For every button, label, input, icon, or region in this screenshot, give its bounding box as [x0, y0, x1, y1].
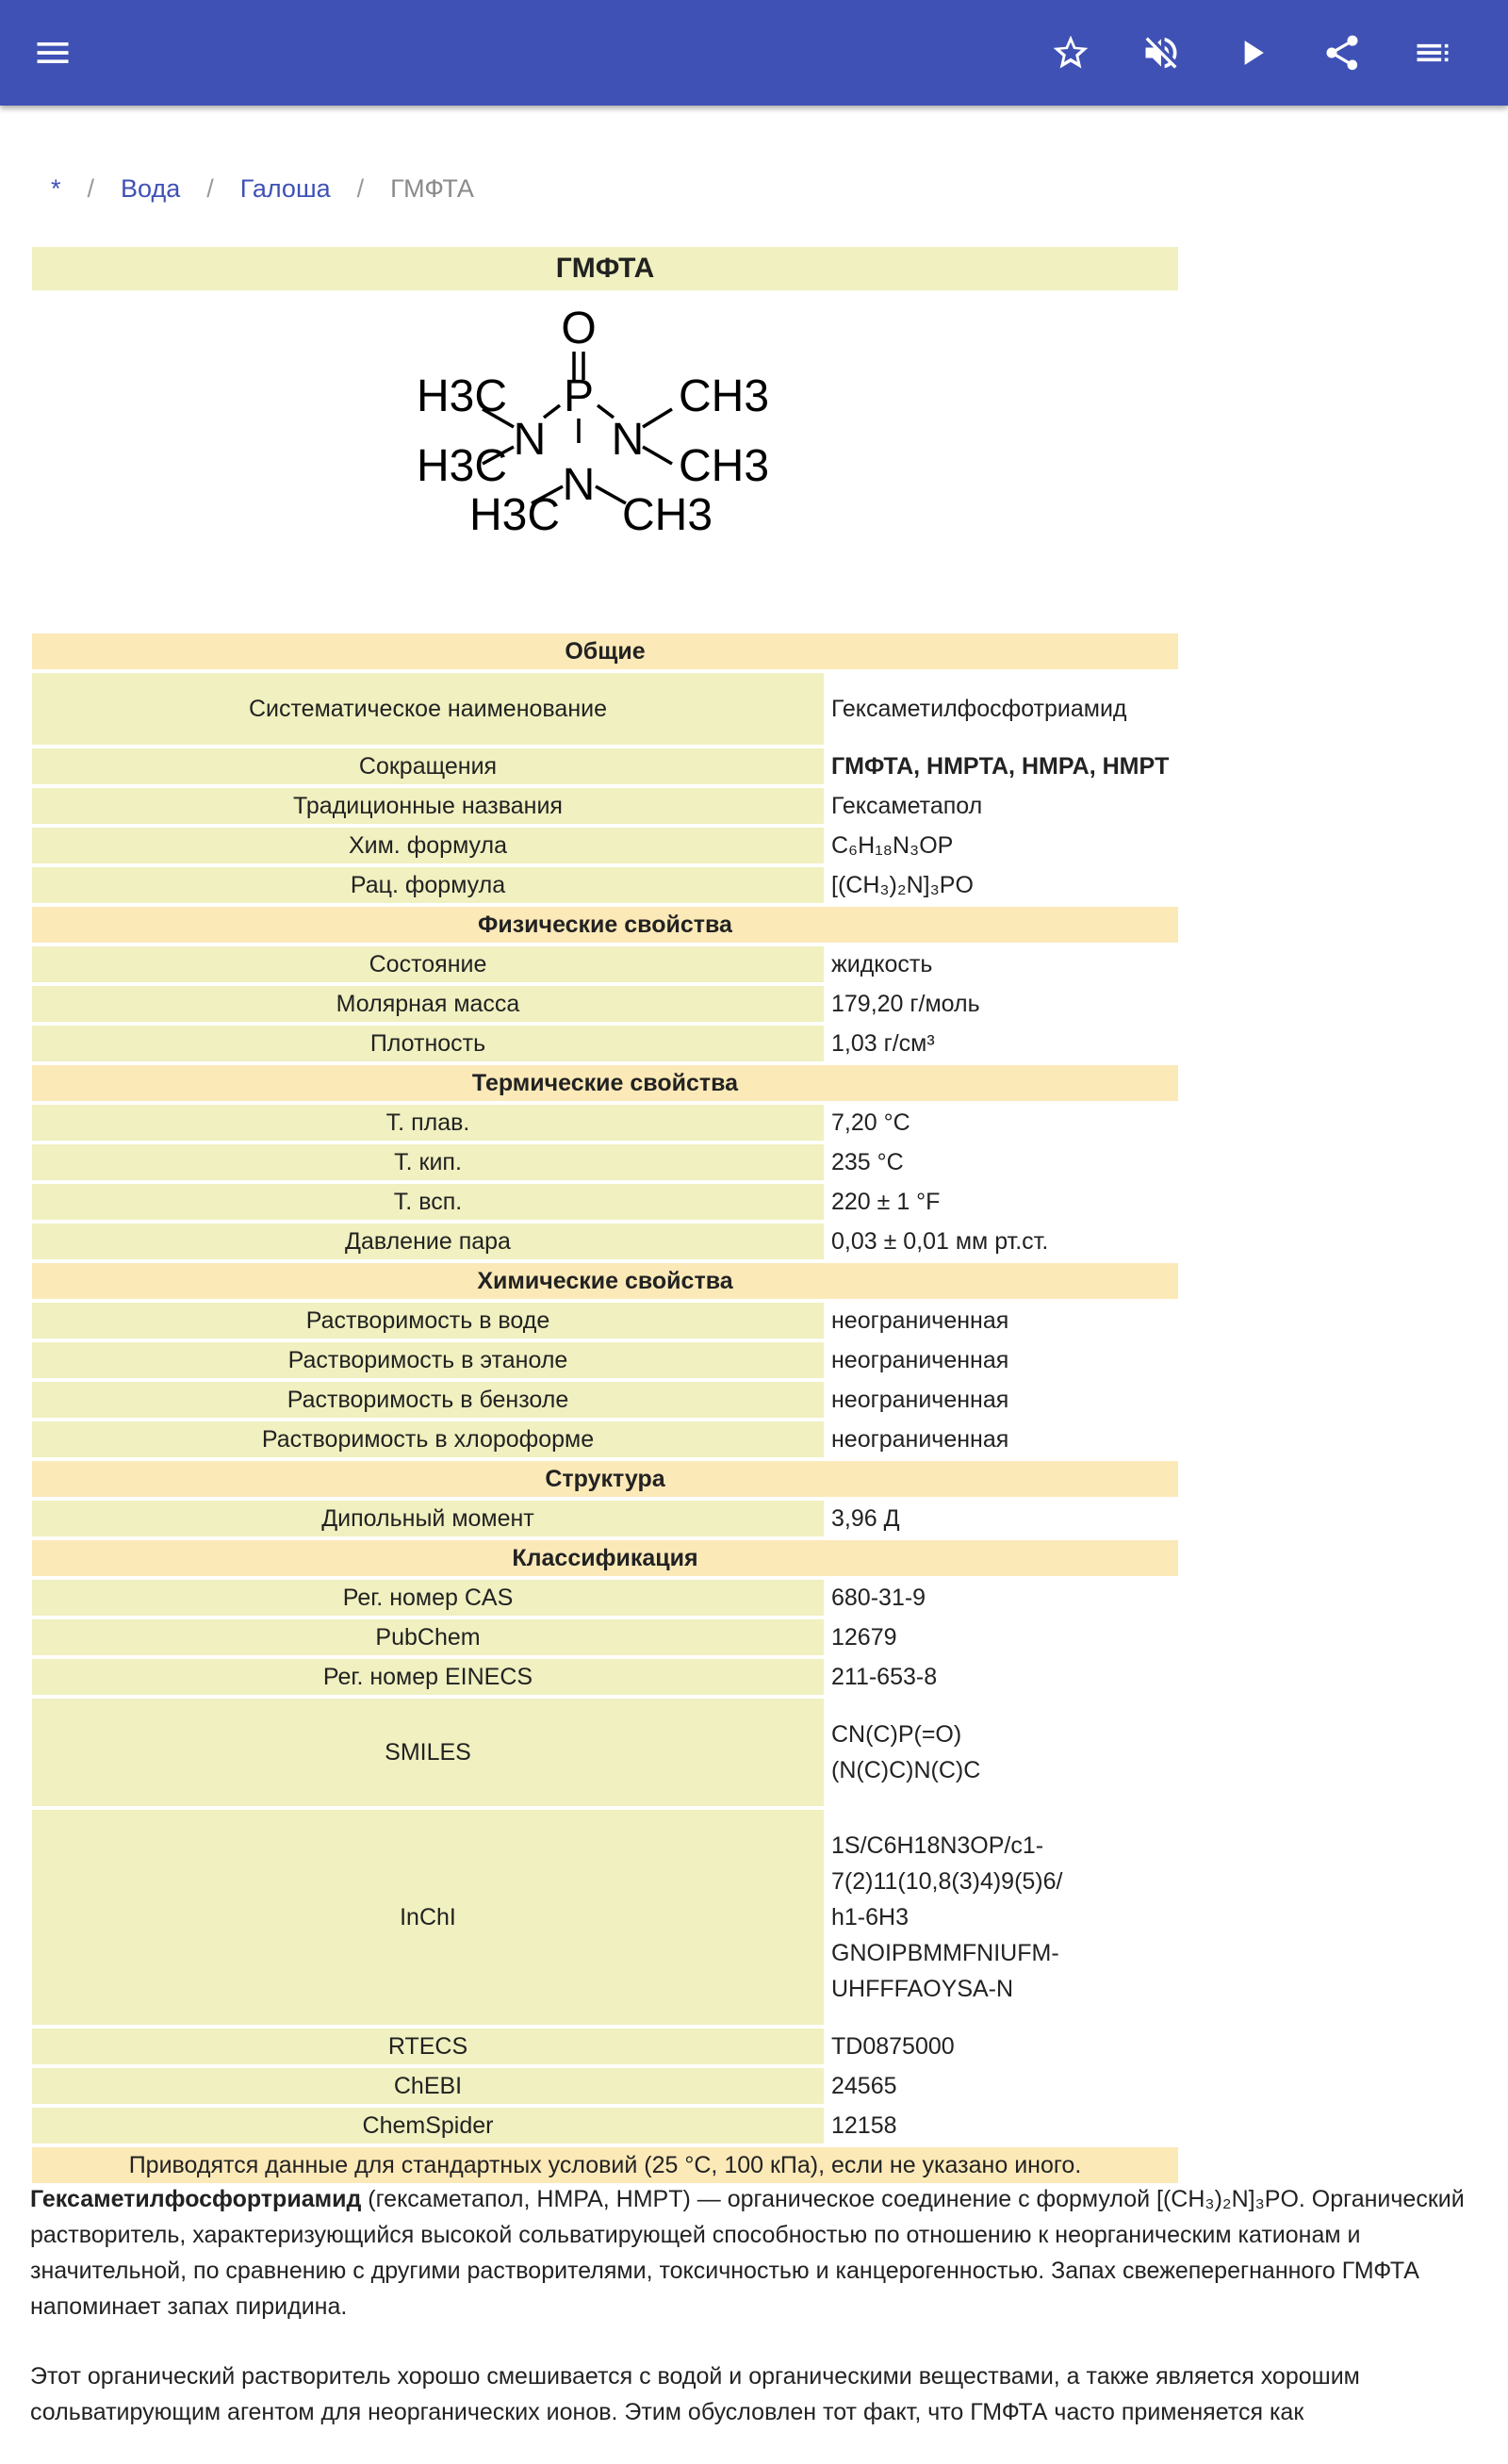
row-value-chebi[interactable]: 24565	[824, 2068, 1178, 2104]
structure-methyl-bottom-left: H3C	[469, 490, 561, 540]
row-label-systematic: Систематическое наименование	[32, 673, 824, 745]
row-label-formula: Хим. формула	[32, 828, 824, 863]
row-value-systematic: Гексаметилфосфотриамид	[824, 673, 1178, 745]
row-value-dipole: 3,96 Д	[824, 1501, 1178, 1536]
row-label-inchi: InChI	[32, 1810, 824, 2025]
smiles-line: (N(C)C)N(C)C	[831, 1757, 981, 1783]
row-value-state: жидкость	[824, 946, 1178, 982]
play-icon[interactable]	[1225, 26, 1278, 79]
row-label-cas: Рег. номер CAS	[32, 1580, 824, 1616]
section-header-physical: Физические свойства	[32, 907, 1178, 943]
row-label-state: Состояние	[32, 946, 824, 982]
row-value-smiles	[824, 1699, 1178, 1806]
breadcrumb	[51, 168, 474, 209]
row-label-chebi: ChEBI	[32, 2068, 824, 2104]
row-value-molar-mass: 179,20 г/моль	[824, 986, 1178, 1022]
star-icon[interactable]	[1044, 26, 1097, 79]
row-value-inchi	[824, 1810, 1178, 2025]
row-value-flash: 220 ± 1 °F	[824, 1184, 1178, 1220]
row-label-vapor-pressure: Давление пара	[32, 1224, 824, 1259]
structure-atom-n-left: N	[513, 415, 547, 465]
infobox-table	[32, 630, 1178, 2187]
row-label-boiling: Т. кип.	[32, 1144, 824, 1180]
infobox	[32, 247, 1178, 2187]
section-header-thermal: Термические свойства	[32, 1065, 1178, 1101]
structure-image[interactable]	[32, 290, 1178, 630]
article-paragraph	[30, 2181, 1482, 2324]
row-value-rtecs[interactable]: TD0875000	[824, 2029, 1178, 2064]
row-value-melting: 7,20 °C	[824, 1105, 1178, 1141]
menu-icon[interactable]	[26, 26, 79, 79]
breadcrumb-separator: /	[356, 173, 365, 203]
row-value-pubchem[interactable]: 12679	[824, 1619, 1178, 1655]
row-value-sol-chloroform: неограниченная	[824, 1421, 1178, 1457]
hmpa-structure-diagram	[341, 290, 869, 630]
article-term: Гексаметилфосфортриамид	[30, 2186, 362, 2212]
row-value-density: 1,03 г/см³	[824, 1026, 1178, 1061]
row-label-sol-benzene: Растворимость в бензоле	[32, 1382, 824, 1418]
row-label-density: Плотность	[32, 1026, 824, 1061]
structure-methyl-right-bottom: CH3	[679, 441, 770, 491]
breadcrumb-root-link[interactable]: *	[51, 173, 61, 203]
section-header-general: Общие	[32, 633, 1178, 669]
row-label-molar-mass: Молярная масса	[32, 986, 824, 1022]
structure-atom-n-bottom: N	[562, 460, 596, 510]
toc-icon[interactable]	[1406, 26, 1459, 79]
breadcrumb-separator: /	[206, 173, 214, 203]
row-value-sol-ethanol: неограниченная	[824, 1342, 1178, 1378]
inchi-line: GNOIPBMMFNIUFM-	[831, 1940, 1059, 1966]
article-body	[30, 2181, 1482, 2464]
row-label-rtecs: RTECS	[32, 2029, 824, 2064]
app-bar	[0, 0, 1508, 106]
row-value-boiling: 235 °C	[824, 1144, 1178, 1180]
infobox-title: ГМФТА	[32, 247, 1178, 290]
row-label-sol-ethanol: Растворимость в этаноле	[32, 1342, 824, 1378]
inchi-line: UHFFFAOYSA-N	[831, 1976, 1014, 2002]
row-value-cas[interactable]: 680-31-9	[824, 1580, 1178, 1616]
breadcrumb-separator: /	[87, 173, 95, 203]
breadcrumb-link-galosha[interactable]: Галоша	[239, 173, 331, 203]
structure-methyl-left-top: H3C	[417, 371, 508, 421]
row-value-vapor-pressure: 0,03 ± 0,01 мм рт.ст.	[824, 1224, 1178, 1259]
breadcrumb-current: ГМФТА	[390, 173, 474, 203]
inchi-line: 1S/C6H18N3OP/c1-	[831, 1832, 1044, 1859]
row-value-chemspider[interactable]: 12158	[824, 2108, 1178, 2144]
row-label-einecs: Рег. номер EINECS	[32, 1659, 824, 1695]
structure-atom-n-right: N	[611, 415, 645, 465]
structure-methyl-right-top: CH3	[679, 371, 770, 421]
row-label-sol-water: Растворимость в воде	[32, 1303, 824, 1339]
breadcrumb-link-voda[interactable]: Вода	[121, 173, 181, 203]
row-value-einecs[interactable]: 211-653-8	[824, 1659, 1178, 1695]
share-icon[interactable]	[1316, 26, 1369, 79]
row-label-trad: Традиционные названия	[32, 788, 824, 824]
row-value-formula: C₆H₁₈N₃OP	[824, 828, 1178, 863]
smiles-line: CN(C)P(=O)	[831, 1721, 962, 1748]
row-label-smiles: SMILES	[32, 1699, 824, 1806]
section-header-chemical: Химические свойства	[32, 1263, 1178, 1299]
row-value-abbr: ГМФТА, HMPTA, HMPA, HMPT	[824, 748, 1178, 784]
row-label-flash: Т. всп.	[32, 1184, 824, 1220]
section-header-structure: Структура	[32, 1461, 1178, 1497]
article-text: (гексаметапол, HMPA, HMPT) — органическое соединение с формулой [(CH₃)₂N]₃PO. Органический растворитель, характеризующийся высокой сольватирующей способностью по отношению к неорганическим катионам и значительной, по сравнению с другими растворителями, токсичностью и канцерогенностью. Запах свежеперегнанного ГМФТА напоминает запах пиридина.	[30, 2186, 1465, 2320]
structure-atom-o: O	[561, 304, 597, 353]
structure-atom-p: P	[563, 371, 595, 421]
row-value-sol-benzene: неограниченная	[824, 1382, 1178, 1418]
structure-methyl-left-bottom: H3C	[417, 441, 508, 491]
row-label-sol-chloroform: Растворимость в хлороформе	[32, 1421, 824, 1457]
row-label-melting: Т. плав.	[32, 1105, 824, 1141]
row-label-pubchem: PubChem	[32, 1619, 824, 1655]
volume-off-icon[interactable]	[1135, 26, 1188, 79]
row-value-trad: Гексаметапол	[824, 788, 1178, 824]
infobox-footnote: Приводятся данные для стандартных условий (25 °C, 100 кПа), если не указано иного.	[32, 2147, 1178, 2183]
row-value-sol-water: неограниченная	[824, 1303, 1178, 1339]
inchi-line: 7(2)11(10,8(3)4)9(5)6/	[831, 1868, 1063, 1895]
row-value-rational-formula: [(CH₃)₂N]₃PO	[824, 867, 1178, 903]
row-label-abbr: Сокращения	[32, 748, 824, 784]
section-header-classification: Классификация	[32, 1540, 1178, 1576]
article-paragraph: Этот органический растворитель хорошо смешивается с водой и органическими веществами, а также является хорошим сольватирующим агентом для неорганических ионов. Этим обусловлен тот факт, что ГМФТА часто применяется как	[30, 2363, 1360, 2425]
row-label-dipole: Дипольный момент	[32, 1501, 824, 1536]
row-label-rational-formula: Рац. формула	[32, 867, 824, 903]
structure-methyl-bottom-right: CH3	[622, 490, 713, 540]
row-label-chemspider: ChemSpider	[32, 2108, 824, 2144]
inchi-line: h1-6H3	[831, 1904, 909, 1930]
